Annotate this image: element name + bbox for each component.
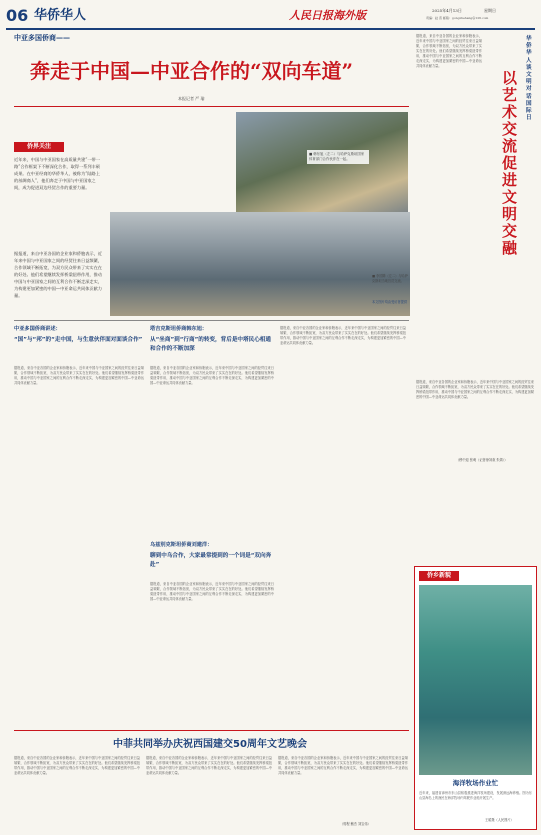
masthead-rule <box>6 28 535 30</box>
photo-caption-1: ■ 韩东旭（左二）与哈萨克斯坦国家体育部门合作伙伴在一起。 <box>307 150 369 164</box>
editor-contacts: 责编：赵 晋 邮箱：gongzhehang@126.com <box>426 16 489 20</box>
bottom-body-3: 据报道，来自中亚各国的企业家和侨胞表示，近年来中国与中亚国家之间的经贸往来日益频繁，合作领域不断拓宽，为双方民众带来了实实在在的好处。他们希望继续发挥桥梁纽带作用，推动中国与中亚国家之间的互利合作不断走深走实，为构建更加紧密的中国—中亚命运共同体贡献力量。 <box>278 756 408 775</box>
bottom-body-2: 据报道，来自中亚各国的企业家和侨胞表示，近年来中国与中亚国家之间的经贸往来日益频繁，合作领域不断拓宽，为双方民众带来了实实在在的好处。他们希望继续发挥桥梁纽带作用，推动中国与中亚国家之间的互利合作不断走深走实，为构建更加紧密的中国—中亚命运共同体贡献力量。 <box>146 756 272 775</box>
featured-headline: 海洋牧场作业忙 <box>452 779 499 787</box>
masthead <box>6 6 535 26</box>
section2-body: 据报道，来自中亚各国的企业家和侨胞表示，近年来中国与中亚国家之间的经贸往来日益频繁，合作领域不断拓宽，为双方民众带来了实实在在的好处。他们希望继续发挥桥梁纽带作用，推动中国与中亚国家之间的互利合作不断走深走实，为构建更加紧密的中国—中亚命运共同体贡献力量。 <box>150 366 274 385</box>
lead-paragraph-2: 据报道，来自中亚各国的企业家和侨胞表示，近年来中国与中亚国家之间的经贸往来日益频繁，合作领域不断拓宽，为双方民众带来了实实在在的好处。他们希望继续发挥桥梁纽带作用，推动中国与中亚国家之间的互利合作不断走深走实，为构建更加紧密的中国—中亚命运共同体贡献力量。 <box>14 251 102 298</box>
issue-weekday: 星期日 <box>484 8 496 13</box>
tag-new-label: 侨乡新貌 <box>426 572 451 579</box>
photo-officials <box>110 212 410 316</box>
section-rule <box>14 320 409 321</box>
featured-photo-box <box>414 566 537 830</box>
byline: 本报记者 严 瑜 <box>178 96 205 101</box>
featured-credit: 王昭摄（人民图片） <box>485 818 514 822</box>
photo-credit: 本文图片均由受访者提供 <box>372 300 408 304</box>
bottom-body-1: 据报道，来自中亚各国的企业家和侨胞表示，近年来中国与中亚国家之间的经贸往来日益频繁，合作领域不断拓宽，为双方民众带来了实实在在的好处。他们希望继续发挥桥梁纽带作用，推动中国与中亚国家之间的互利合作不断走深走实，为构建更加紧密的中国—中亚命运共同体贡献力量。 <box>14 756 140 775</box>
photo-partners <box>236 112 408 220</box>
bottom-rule <box>14 730 409 731</box>
right-column-body-2: 据报道，来自中亚各国的企业家和侨胞表示，近年来中国与中亚国家之间的经贸往来日益频繁，合作领域不断拓宽，为双方民众带来了实实在在的好处。他们希望继续发挥桥梁纽带作用，推动中国与中亚国家之间的互利合作不断走深走实，为构建更加紧密的中国—中亚命运共同体贡献力量。 <box>416 380 534 399</box>
section3-body: 据报道，来自中亚各国的企业家和侨胞表示，近年来中国与中亚国家之间的经贸往来日益频繁，合作领域不断拓宽，为双方民众带来了实实在在的好处。他们希望继续发挥桥梁纽带作用，推动中国与中亚国家之间的互利合作不断走深走实，为构建更加紧密的中国—中亚命运共同体贡献力量。 <box>150 582 274 601</box>
section1-body: 据报道，来自中亚各国的企业家和侨胞表示，近年来中国与中亚国家之间的经贸往来日益频繁，合作领域不断拓宽，为双方民众带来了实实在在的好处。他们希望继续发挥桥梁纽带作用，推动中国与中亚国家之间的互利合作不断走深走实，为构建更加紧密的中国—中亚命运共同体贡献力量。 <box>14 366 144 385</box>
tag-new <box>419 571 459 581</box>
right-byline: （穆中迎 张萌（记者徐刘欢 朱婧）） <box>456 458 508 462</box>
section1-head: 中亚多国侨商讲述： <box>14 326 61 332</box>
featured-photo <box>419 585 532 775</box>
featured-caption: 近年来，福建省漳州市东山县积极推进海洋牧场建设，发展深远海养殖。图为东山县海岛上的渔民在海洋牧场内驾驶作业船开展生产。 <box>419 791 532 800</box>
column-body: 据报道，来自中亚各国的企业家和侨胞表示，近年来中国与中亚国家之间的经贸往来日益频繁，合作领域不断拓宽，为双方民众带来了实实在在的好处。他们希望继续发挥桥梁纽带作用，推动中国与中亚国家之间的互利合作不断走深走实，为构建更加紧密的中国—中亚命运共同体贡献力量。 <box>280 326 406 345</box>
section2-title: 从“坐商”到“行商”的转变，背后是中塔民心相通和合作的不断加深 <box>150 337 271 352</box>
section2-head: 塔吉克斯坦侨商韩东旭： <box>150 326 208 332</box>
section-title: 华侨华人 <box>34 8 87 23</box>
bottom-headline: 中菲共同举办庆祝西国建交50周年文艺晚会 <box>113 739 307 750</box>
section3-head: 乌兹别克斯坦侨商刘建洋： <box>150 542 213 548</box>
section1-title: “国”与“邦”的“走中国，与生意伙伴面对面谈合作” <box>14 337 143 343</box>
headline-rule <box>14 106 409 107</box>
tag-hot-label: 侨界关注 <box>26 143 51 150</box>
bottom-credit: （郭程 鲍杰 刘宝伟） <box>340 822 371 826</box>
right-kicker: 华侨华人谈文明对话国际日 <box>526 36 532 122</box>
section3-title: 聊到中乌合作，大家最常提到的一个词是“双向奔赴” <box>150 553 272 568</box>
issue-date: 2025年4月13日 <box>432 8 462 13</box>
right-headline: 以艺术交流促进文明交融 <box>502 69 518 257</box>
page-number: 06 <box>6 6 29 25</box>
column-label: 中亚多国侨商—— <box>14 34 70 42</box>
right-column-body: 据报道，来自中亚各国的企业家和侨胞表示，近年来中国与中亚国家之间的经贸往来日益频繁，合作领域不断拓宽，为双方民众带来了实实在在的好处。他们希望继续发挥桥梁纽带作用，推动中国与中亚国家之间的互利合作不断走深走实，为构建更加紧密的中国—中亚命运共同体贡献力量。 <box>416 34 482 68</box>
newspaper-logo: 人民日报海外版 <box>289 9 366 22</box>
tag-hot <box>14 142 64 152</box>
lead-paragraph: 近年来，中国与中亚国家在高质量共建“一带一路”合作框架下不断深化合作，取得一系列丰硕成果。在中亚经商的华侨华人，被称为“陆路上的丝绸商人”，他们奔走于中国与中亚国家之间，成为促进双边经贸合作的重要力量。 <box>14 157 100 190</box>
photo-caption-2: ■ 李国腾（左二）与哈萨克斯坦当地官员交流。 <box>372 274 408 283</box>
main-headline: 奔走于中国—中亚合作的“双向车道” <box>30 59 354 83</box>
